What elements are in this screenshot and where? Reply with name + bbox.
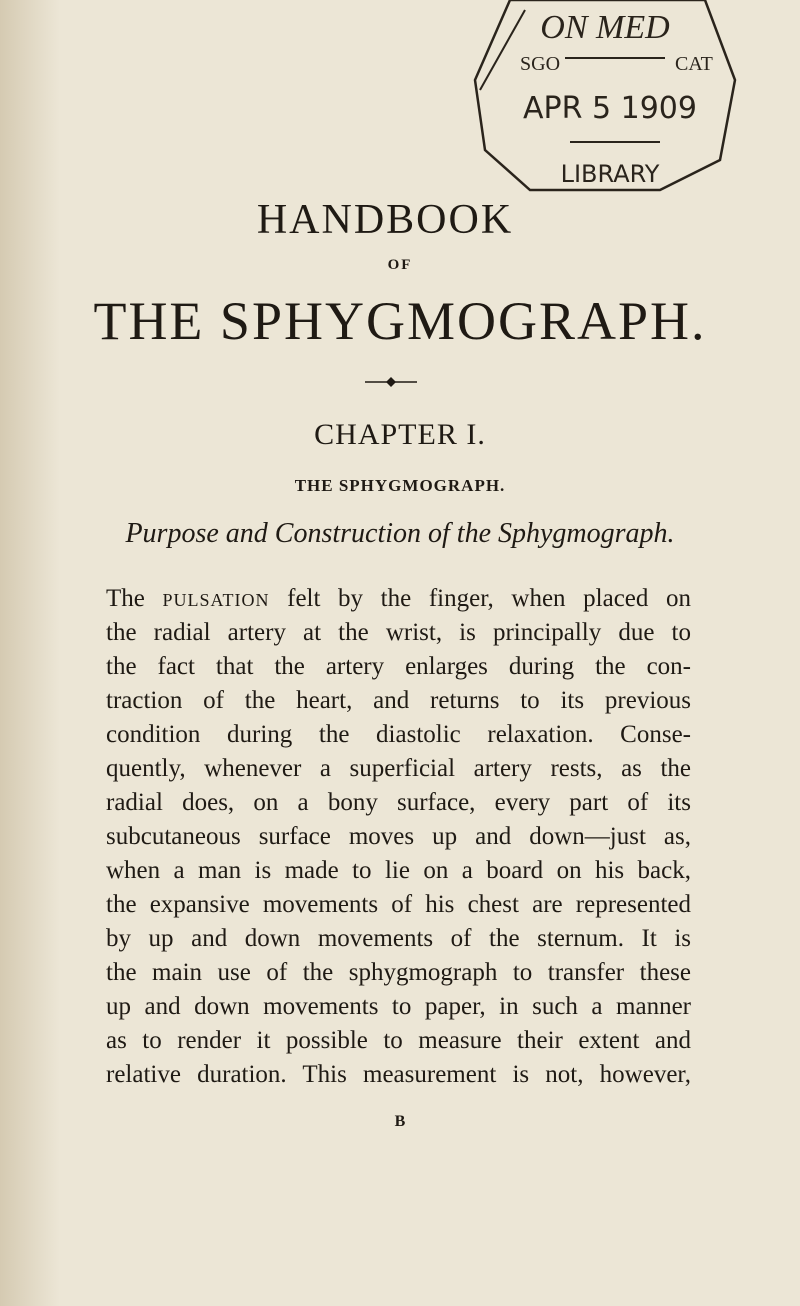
lead-word: The xyxy=(106,585,145,612)
heading-handbook: HANDBOOK xyxy=(256,197,514,243)
text-line: relative duration. This measurement is not, however, xyxy=(106,1061,691,1088)
page-edge-shadow xyxy=(0,0,60,1306)
chapter-subheading: THE SPHYGMOGRAPH. xyxy=(294,476,506,495)
title-ornament xyxy=(365,376,417,388)
text-line: the expansive movements of his chest are represented xyxy=(106,891,691,918)
stamp-initials-left: SGO xyxy=(520,53,561,75)
text-line: quently, whenever a superficial artery rests, as the xyxy=(106,755,691,782)
text-line: radial does, on a bony surface, every part of its xyxy=(106,789,691,816)
chapter-label: CHAPTER I. xyxy=(314,418,486,451)
stamp-bottom-text: LIBRARY xyxy=(560,160,660,188)
text-line: subcutaneous surface moves up and down—just as, xyxy=(106,823,691,850)
section-title: Purpose and Construction of the Sphygmograph. xyxy=(125,518,675,549)
text-line: the fact that the artery enlarges during the con- xyxy=(106,653,691,680)
text-line: up and down movements to paper, in such a manner xyxy=(106,993,691,1020)
text-line: by up and down movements of the sternum. It is xyxy=(106,925,691,952)
text-line xyxy=(106,582,691,616)
text-line: the main use of the sphygmograph to transfer these xyxy=(106,959,691,986)
signature-mark: B xyxy=(394,1113,406,1130)
lead-smallcaps: pulsation xyxy=(162,585,270,612)
text-line: condition during the diastolic relaxation. Conse- xyxy=(106,721,691,748)
book-title: THE SPHYGMOGRAPH. xyxy=(93,291,707,351)
body-paragraph xyxy=(106,582,691,1092)
text-line: when a man is made to lie on a board on his back, xyxy=(106,857,691,884)
stamp-top-text: ON MED xyxy=(540,9,670,46)
library-stamp xyxy=(470,0,740,195)
stamp-date: APR 5 1909 xyxy=(523,91,697,126)
line-1-rest: felt by the finger, when placed on xyxy=(269,585,691,612)
heading-of: OF xyxy=(387,257,413,273)
text-line: traction of the heart, and returns to its previous xyxy=(106,687,691,714)
text-line: the radial artery at the wrist, is principally due to xyxy=(106,619,691,646)
stamp-initials-right: CAT xyxy=(675,53,713,75)
text-line: as to render it possible to measure their extent and xyxy=(106,1027,691,1054)
